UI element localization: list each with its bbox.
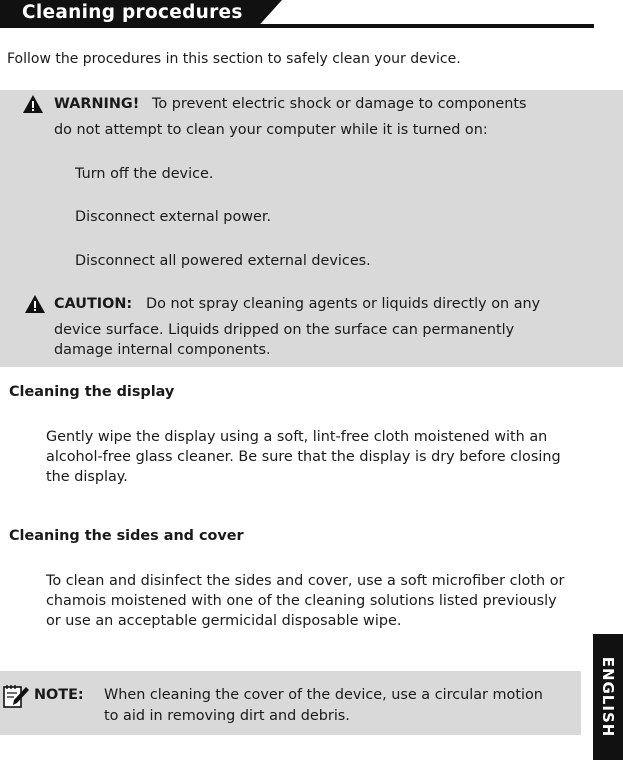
intro-text: Follow the procedures in this section to safely clean your device. xyxy=(7,51,461,67)
caution-line-2: device surface. Liquids dripped on the surface can permanently xyxy=(54,322,515,338)
display-line: Gently wipe the display using a soft, lint-free cloth moistened with an xyxy=(46,429,548,445)
sides-line: To clean and disinfect the sides and cover, use a soft microfiber cloth or xyxy=(46,573,565,589)
note-label: NOTE: xyxy=(34,687,84,703)
warning-label: WARNING! xyxy=(54,96,140,112)
title-rule xyxy=(250,24,594,28)
note-pencil-icon xyxy=(2,683,30,709)
display-heading: Cleaning the display xyxy=(9,384,175,400)
warning-step: Disconnect all powered external devices. xyxy=(75,253,371,269)
language-tab xyxy=(593,634,623,760)
warning-triangle-icon xyxy=(22,94,44,114)
display-line: the display. xyxy=(46,469,128,485)
warning-step: Turn off the device. xyxy=(75,166,214,182)
caution-label: CAUTION: xyxy=(54,296,133,312)
display-line: alcohol-free glass cleaner. Be sure that the display is dry before closing xyxy=(46,449,561,465)
warning-step: Disconnect external power. xyxy=(75,209,272,225)
sides-line: chamois moistened with one of the cleaning solutions listed previously xyxy=(46,593,557,609)
note-line-1: When cleaning the cover of the device, use a circular motion xyxy=(104,687,543,703)
section-title-bar xyxy=(0,0,623,30)
section-title: Cleaning procedures xyxy=(22,2,243,23)
language-label: ENGLISH xyxy=(599,656,617,738)
caution-line-1: Do not spray cleaning agents or liquids directly on any xyxy=(146,296,541,312)
note-line-2: to aid in removing dirt and debris. xyxy=(104,708,350,724)
caution-line-3: damage internal components. xyxy=(54,342,271,358)
warning-line-2: do not attempt to clean your computer while it is turned on: xyxy=(54,122,488,138)
warning-line-1: To prevent electric shock or damage to components xyxy=(152,96,527,112)
sides-line: or use an acceptable germicidal disposable wipe. xyxy=(46,613,402,629)
sides-heading: Cleaning the sides and cover xyxy=(9,528,244,544)
caution-triangle-icon xyxy=(24,294,46,314)
